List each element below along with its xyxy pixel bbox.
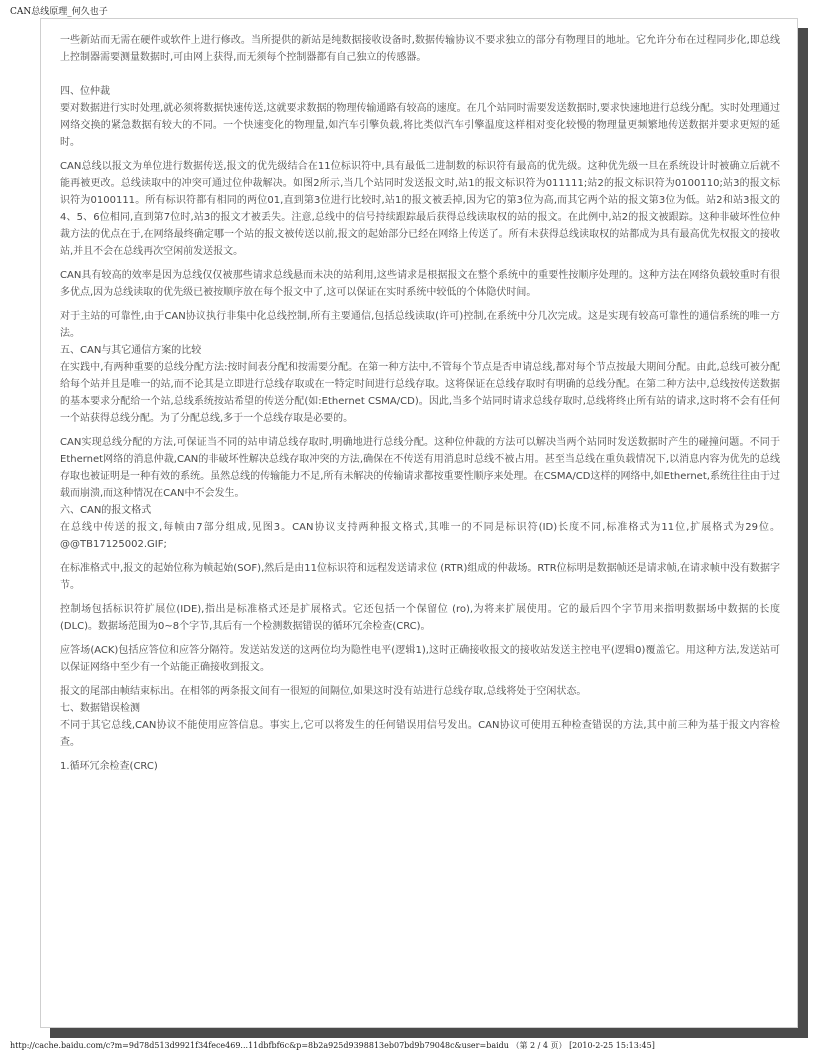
page-header: CAN总线原理_何久也子 — [10, 7, 108, 17]
paragraph: 1.循环冗余检查(CRC) — [60, 761, 158, 772]
footer-page-number: （第 2 / 4 页） — [511, 1041, 567, 1050]
paragraph: 控制场包括标识符扩展位(IDE),指出是标准格式还是扩展格式。它还包括一个保留位 (ro),为将来扩展使用。它的最后四个字节用来指明数据场中数据的长度(DLC)。数据场范围为0~8个字节,其后有一个检测数据错误的循环冗余检查(CRC)。 — [60, 604, 780, 632]
section-heading: 四、位仲裁 — [60, 86, 110, 97]
document-body — [60, 32, 780, 782]
paragraph: 应答场(ACK)包括应答位和应答分隔符。发送站发送的这两位均为隐性电平(逻辑1),这时正确接收报文的接收站发送主控电平(逻辑0)覆盖它。用这种方法,发送站可以保证网络中至少有一个站能正确接收到报文。 — [60, 645, 780, 673]
page-footer — [10, 1040, 810, 1051]
paragraph: CAN总线以报文为单位进行数据传送,报文的优先级结合在11位标识符中,具有最低二进制数的标识符有最高的优先级。这种优先级一旦在系统设计时被确立后就不能再被更改。总线读取中的冲突可通过位仲裁解决。如图2所示,当几个站同时发送报文时,站1的报文标识符为011111;站2的报文标识符为0100110;站3的报文标识符为0100111。所有标识符都有相同的两位01,直到第3位进行比较时,站1的报文被丢掉,因为它的第3位为高,而其它两个站的报文第3位为低。站2和站3报文的4、5、6位相同,直到第7位时,站3的报文才被丢失。注意,总线中的信号持续跟踪最后获得总线读取权的站的报文。在此例中,站2的报文被跟踪。这种非破坏性位仲裁方法的优点在于,在网络最终确定哪一个站的报文被传送以前,报文的起始部分已经在网络上传送了。所有未获得总线读取权的站都成为具有最高优先权报文的接收站,并且不会在总线再次空闲前发送报文。 — [60, 161, 780, 257]
paragraph: CAN实现总线分配的方法,可保证当不同的站申请总线存取时,明确地进行总线分配。这种位仲裁的方法可以解决当两个站同时发送数据时产生的碰撞问题。不同于Ethernet网络的消息仲裁,CAN的非破坏性解决总线存取冲突的方法,确保在不传送有用消息时总线不被占用。甚至当总线在重负载情况下,以消息内容为优先的总线存取也被证明是一种有效的系统。虽然总线的传输能力不足,所有未解决的传输请求都按重要性顺序来处理。在CSMA/CD这样的网络中,如Ethernet,系统往往由于过载而崩溃,而这种情况在CAN中不会发生。 — [60, 437, 780, 499]
paragraph: 报文的尾部由帧结束标出。在相邻的两条报文间有一很短的间隔位,如果这时没有站进行总线存取,总线将处于空闲状态。 — [60, 686, 587, 697]
paragraph: 在标准格式中,报文的起始位称为帧起始(SOF),然后是由11位标识符和远程发送请求位 (RTR)组成的仲裁场。RTR位标明是数据帧还是请求帧,在请求帧中没有数据字节。 — [60, 563, 780, 591]
paragraph: 一些新站而无需在硬件或软件上进行修改。当所提供的新站是纯数据接收设备时,数据传输协议不要求独立的部分有物理目的地址。它允许分布在过程同步化,即总线上控制器需要测量数据时,可由网上获得,而无须每个控制器都有自己独立的传感器。 — [60, 35, 780, 63]
paragraph: 在总线中传送的报文,每帧由7部分组成,见图3。CAN协议支持两种报文格式,其唯一的不同是标识符(ID)长度不同,标准格式为11位,扩展格式为29位。 @@TB17125002.GIF; — [60, 522, 780, 550]
paragraph: 不同于其它总线,CAN协议不能使用应答信息。事实上,它可以将发生的任何错误用信号发出。CAN协议可使用五种检查错误的方法,其中前三种为基于报文内容检查。 — [60, 720, 780, 748]
footer-url: http://cache.baidu.com/c?m=9d78d513d9921f34fece469...11dbfbf6c&p=8b2a925d9398813eb07bd9b79048c&user=baidu — [10, 1041, 509, 1050]
footer-timestamp: [2010-2-25 15:13:45] — [569, 1041, 655, 1050]
section-heading: 五、CAN与其它通信方案的比较 — [60, 345, 202, 356]
section-heading: 七、数据错误检测 — [60, 703, 140, 714]
paragraph: 对于主站的可靠性,由于CAN协议执行非集中化总线控制,所有主要通信,包括总线读取(许可)控制,在系统中分几次完成。这是实现有较高可靠性的通信系统的唯一方法。 — [60, 311, 780, 339]
paragraph: CAN具有较高的效率是因为总线仅仅被那些请求总线悬而未决的站利用,这些请求是根据报文在整个系统中的重要性按顺序处理的。这种方法在网络负载较重时有很多优点,因为总线读取的优先级已被按顺序放在每个报文中了,这可以保证在实时系统中较低的个体隐伏时间。 — [60, 270, 780, 298]
paragraph: 要对数据进行实时处理,就必须将数据快速传送,这就要求数据的物理传输通路有较高的速度。在几个站同时需要发送数据时,要求快速地进行总线分配。实时处理通过网络交换的紧急数据有较大的不同。一个快速变化的物理量,如汽车引擎负载,将比类似汽车引擎温度这样相对变化较慢的物理量更频繁地传送数据并要求更短的延时。 — [60, 103, 780, 148]
paragraph: 在实践中,有两种重要的总线分配方法:按时间表分配和按需要分配。在第一种方法中,不管每个节点是否申请总线,都对每个节点按最大期间分配。由此,总线可被分配给每个站并且是唯一的站,而不论其是立即进行总线存取或在一特定时间进行总线存取。这将保证在总线存取时有明确的总线分配。在第二种方法中,总线按传送数据的基本要求分配给一个站,总线系统按站希望的传送分配(如:Ethernet CSMA/CD)。因此,当多个站同时请求总线存取时,总线将终止所有站的请求,这时将不会有任何一个站获得总线分配。为了分配总线,多于一个总线存取是必要的。 — [60, 362, 780, 424]
section-heading: 六、CAN的报文格式 — [60, 505, 152, 516]
